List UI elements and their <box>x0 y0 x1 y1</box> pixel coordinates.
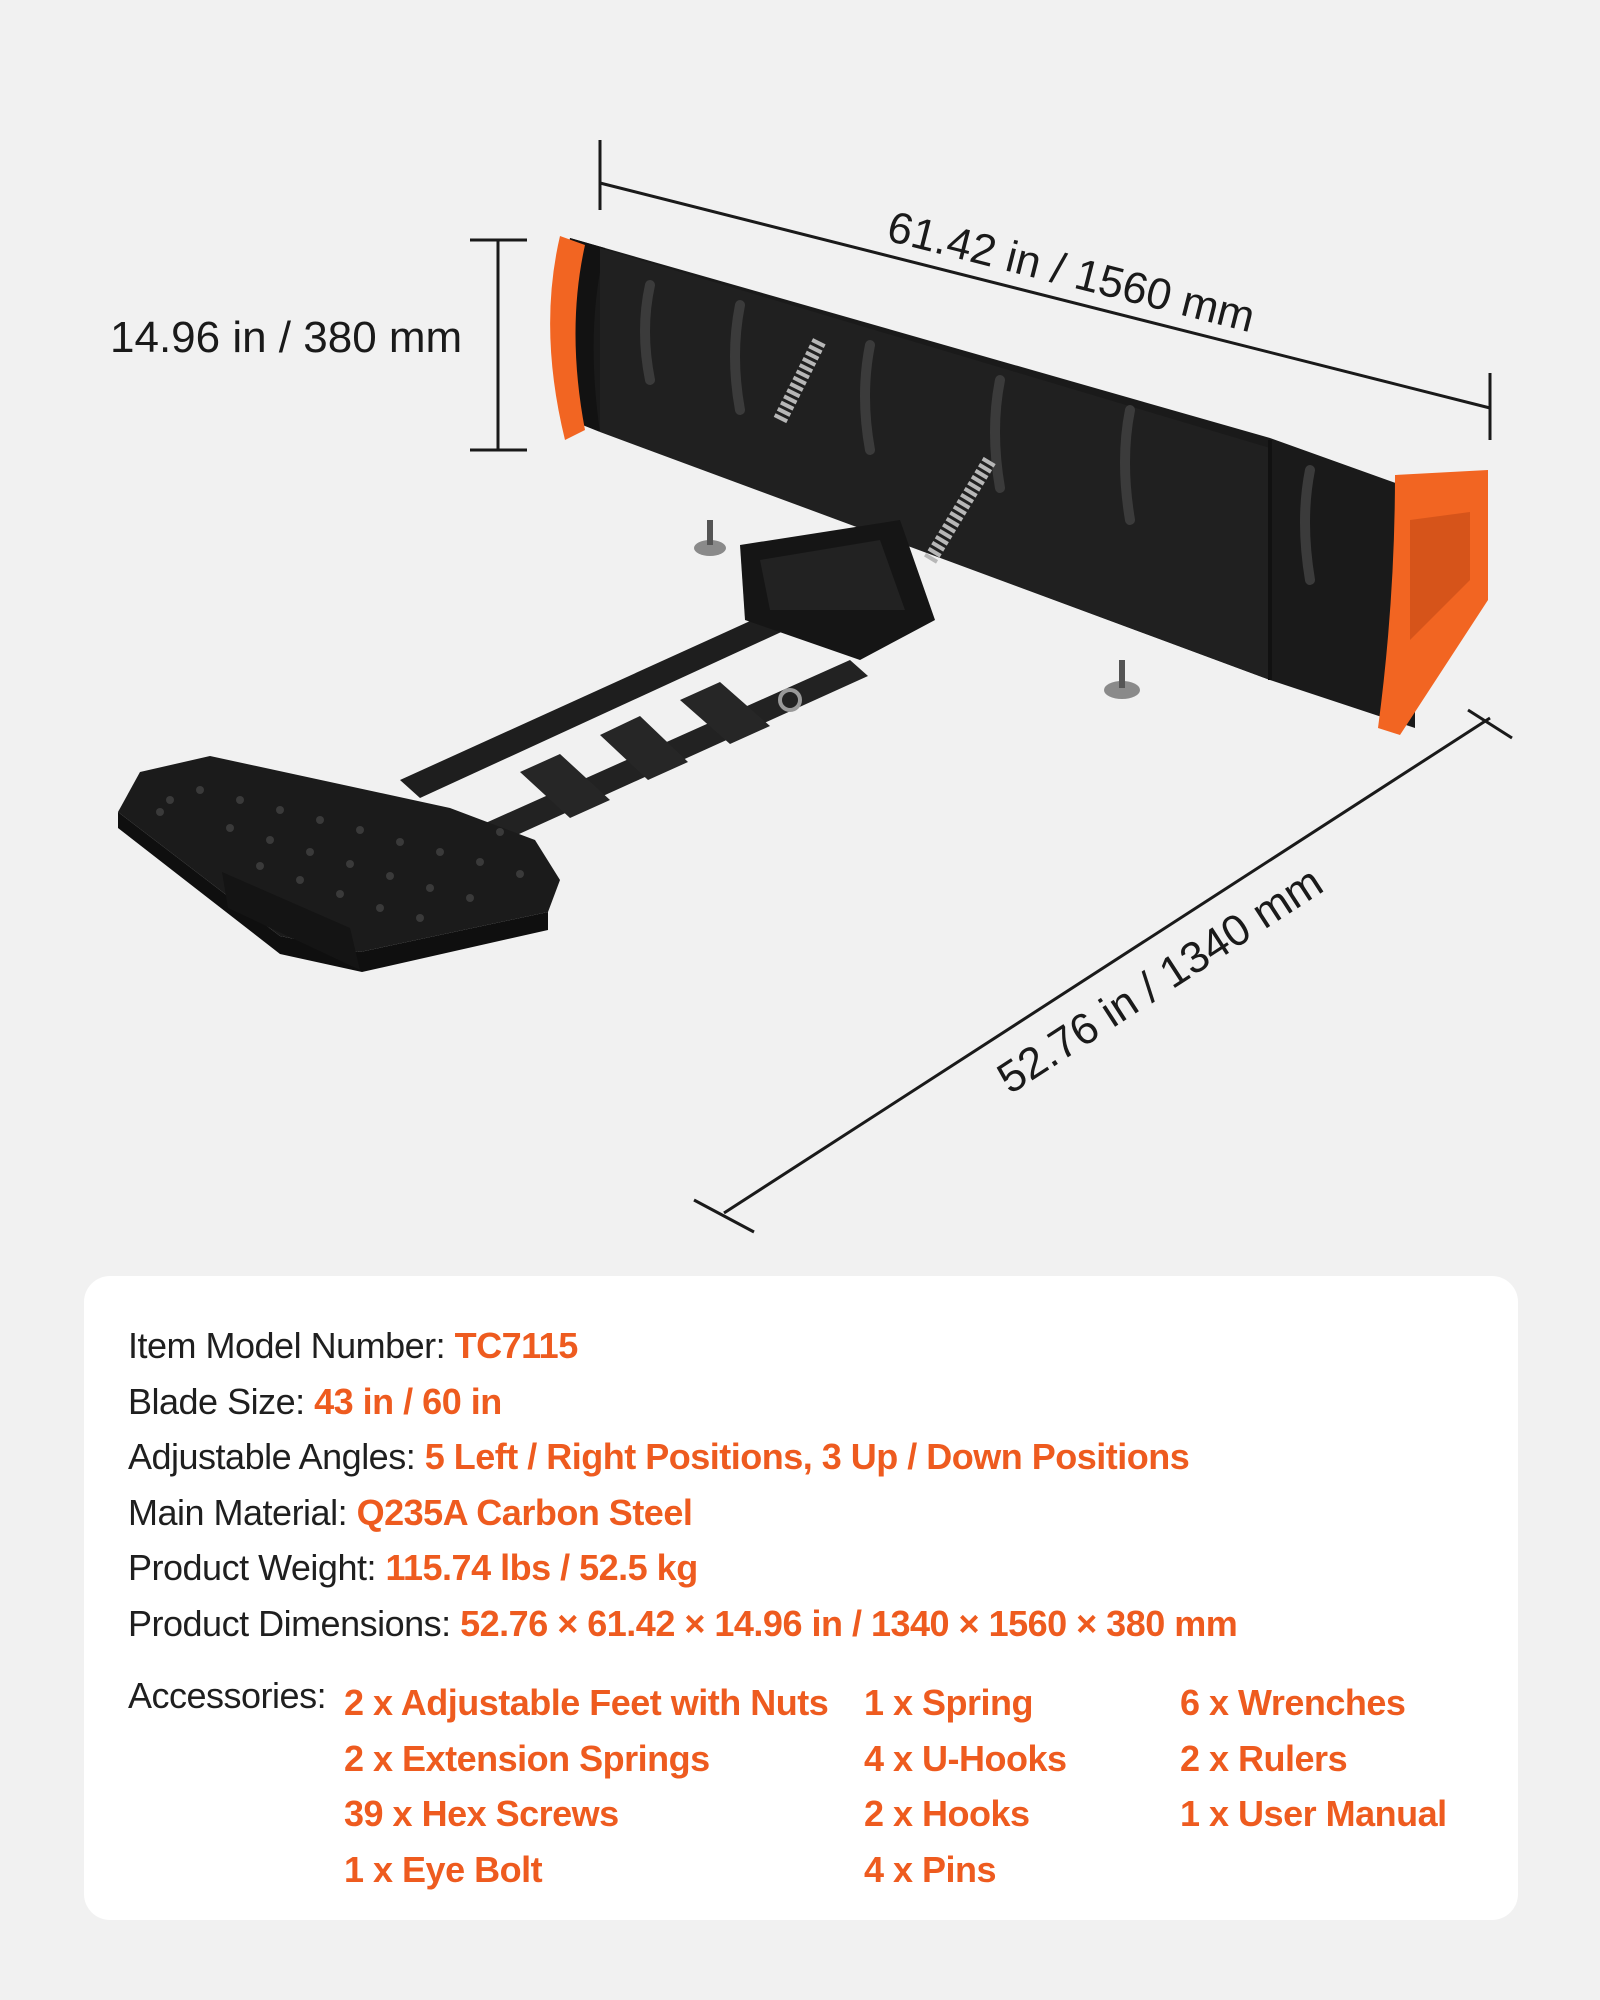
spec-label: Product Dimensions: <box>128 1602 461 1644</box>
mount-frame <box>400 612 868 848</box>
accessory-item: 4 x Pins <box>864 1848 997 1890</box>
spec-label: Item Model Number: <box>128 1325 455 1366</box>
mounting-plate <box>118 756 560 972</box>
depth-dimension-label: 52.76 in / 1340 mm <box>988 857 1332 1104</box>
spec-value: Q235A Carbon Steel <box>356 1491 693 1533</box>
width-dimension-label: 61.42 in / 1560 mm <box>882 202 1260 343</box>
spec-label: Adjustable Angles: <box>128 1436 425 1477</box>
accessory-item: 39 x Hex Screws <box>344 1793 619 1834</box>
spec-card <box>84 1276 1518 1920</box>
accessory-item: 2 x Extension Springs <box>344 1737 710 1779</box>
accessory-item: 2 x Hooks <box>864 1793 1030 1834</box>
accessory-item: 1 x User Manual <box>1180 1793 1447 1834</box>
spec-label: Product Weight: <box>128 1547 386 1588</box>
spec-row-dimensions <box>128 1596 1474 1652</box>
spec-row-model <box>128 1318 1474 1374</box>
accessory-item: 6 x Wrenches <box>1180 1682 1406 1723</box>
accessory-item: 1 x Spring <box>864 1682 1034 1723</box>
accessories-label: Accessories: <box>128 1675 327 1716</box>
spec-value: 115.74 lbs / 52.5 kg <box>385 1547 698 1588</box>
spec-value: 52.76 × 61.42 × 14.96 in / 1340 × 1560 × 380 mm <box>460 1602 1238 1644</box>
accessory-item: 2 x Rulers <box>1180 1737 1348 1779</box>
accessory-item: 1 x Eye Bolt <box>344 1848 543 1890</box>
accessories-column-2 <box>864 1675 1067 1897</box>
accessory-item: 4 x U-Hooks <box>864 1737 1067 1779</box>
spec-label: Blade Size: <box>128 1380 315 1422</box>
accessories-section <box>128 1675 1474 1905</box>
spec-label: Main Material: <box>128 1491 357 1533</box>
height-dimension-label: 14.96 in / 380 mm <box>110 313 463 362</box>
accessories-column-3 <box>1180 1675 1447 1842</box>
spec-row-material <box>128 1485 1474 1541</box>
spec-row-weight <box>128 1540 1474 1596</box>
accessory-item: 2 x Adjustable Feet with Nuts <box>344 1682 829 1723</box>
spec-value: 5 Left / Right Positions, 3 Up / Down Positions <box>424 1436 1190 1477</box>
spec-value: 43 in / 60 in <box>314 1380 502 1422</box>
spec-row-blade-size <box>128 1374 1474 1430</box>
spec-row-angles <box>128 1429 1474 1485</box>
spec-value: TC7115 <box>454 1325 578 1366</box>
accessories-column-1 <box>344 1675 828 1897</box>
